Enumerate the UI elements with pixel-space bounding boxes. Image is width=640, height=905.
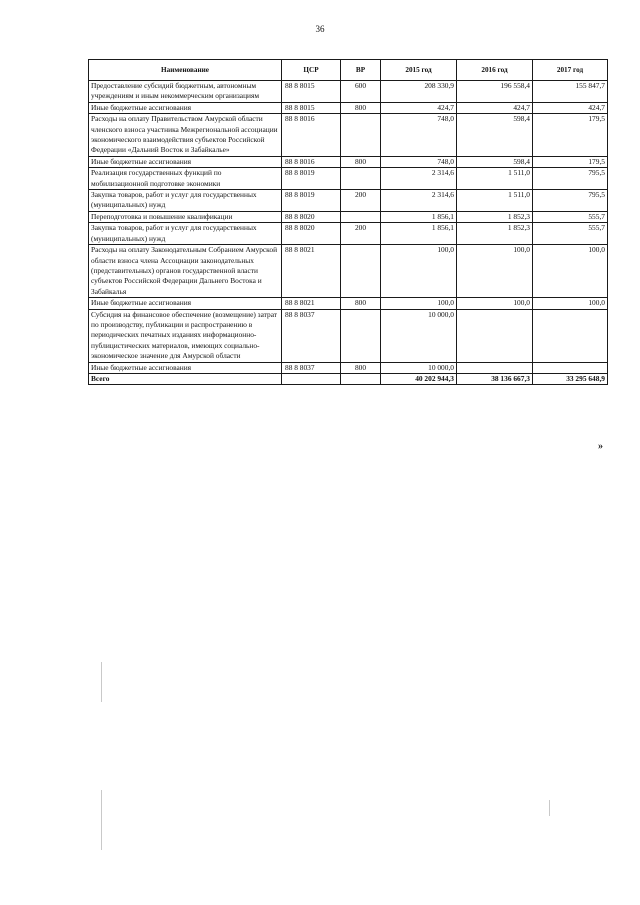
row-name: Закупка товаров, работ и услуг для государственных (муниципальных) нужд <box>89 223 282 245</box>
scan-artifact-line <box>101 662 102 702</box>
row-2017: 555,7 <box>533 211 608 222</box>
total-2015: 40 202 944,3 <box>381 373 457 384</box>
table-row <box>89 223 608 245</box>
row-2015: 748,0 <box>381 156 457 167</box>
row-2016: 598,4 <box>457 156 533 167</box>
closing-quote-mark: » <box>598 441 603 452</box>
table-row <box>89 168 608 190</box>
row-2017: 100,0 <box>533 245 608 298</box>
row-vr: 200 <box>341 190 381 212</box>
total-2017: 33 295 648,9 <box>533 373 608 384</box>
table-row <box>89 156 608 167</box>
table-row <box>89 114 608 157</box>
row-2016: 1 852,3 <box>457 211 533 222</box>
table-row <box>89 190 608 212</box>
row-vr <box>341 245 381 298</box>
row-2017: 179,5 <box>533 114 608 157</box>
table-row <box>89 362 608 373</box>
row-2016: 100,0 <box>457 298 533 309</box>
table-row <box>89 211 608 222</box>
row-name: Субсидия на финансовое обеспечение (возмещение) затрат по производству, публикации и распространению в периодических печатных изданиях информационно-публицистических материалов, имеющих социально-экономическое значение для Амурской области <box>89 309 282 362</box>
row-2017: 155 847,7 <box>533 81 608 103</box>
total-csr <box>282 373 341 384</box>
row-csr: 88 8 8037 <box>282 309 341 362</box>
row-2016: 1 511,0 <box>457 168 533 190</box>
row-2015: 208 330,9 <box>381 81 457 103</box>
row-2015: 100,0 <box>381 245 457 298</box>
header-name: Наименование <box>89 60 282 81</box>
row-vr: 200 <box>341 223 381 245</box>
row-2015: 748,0 <box>381 114 457 157</box>
row-name: Иные бюджетные ассигнования <box>89 362 282 373</box>
page-number: 36 <box>315 24 325 34</box>
row-vr: 600 <box>341 81 381 103</box>
total-2016: 38 136 667,3 <box>457 373 533 384</box>
row-2016 <box>457 309 533 362</box>
row-2017: 555,7 <box>533 223 608 245</box>
row-csr: 88 8 8019 <box>282 190 341 212</box>
row-2015: 2 314,6 <box>381 168 457 190</box>
row-2017 <box>533 362 608 373</box>
table-row <box>89 298 608 309</box>
header-2017: 2017 год <box>533 60 608 81</box>
table-row <box>89 309 608 362</box>
row-name: Расходы на оплату Законодательным Собранием Амурской области взноса члена Ассоциации законодательных (представительных) органов государственной власти субъектов Российской Федерации Дальнего Востока и Забайкалья <box>89 245 282 298</box>
row-2015: 424,7 <box>381 102 457 113</box>
row-name: Иные бюджетные ассигнования <box>89 102 282 113</box>
row-2015: 1 856,1 <box>381 211 457 222</box>
row-2015: 1 856,1 <box>381 223 457 245</box>
header-2016: 2016 год <box>457 60 533 81</box>
row-2015: 10 000,0 <box>381 309 457 362</box>
header-vr: ВР <box>341 60 381 81</box>
scan-artifact-line <box>101 790 102 850</box>
row-csr: 88 8 8019 <box>282 168 341 190</box>
row-vr: 800 <box>341 298 381 309</box>
row-csr: 88 8 8015 <box>282 81 341 103</box>
row-csr: 88 8 8016 <box>282 156 341 167</box>
row-vr <box>341 211 381 222</box>
row-vr <box>341 114 381 157</box>
row-2016: 598,4 <box>457 114 533 157</box>
row-vr: 800 <box>341 156 381 167</box>
row-csr: 88 8 8037 <box>282 362 341 373</box>
row-2016 <box>457 362 533 373</box>
row-vr <box>341 309 381 362</box>
row-name: Расходы на оплату Правительством Амурской области членского взноса участника Межрегиональной ассоциации экономического взаимодействия субъектов Российской Федерации «Дальний Восток и Забайкалье» <box>89 114 282 157</box>
budget-table <box>88 59 608 385</box>
header-csr: ЦСР <box>282 60 341 81</box>
row-2017: 795,5 <box>533 190 608 212</box>
row-2017: 100,0 <box>533 298 608 309</box>
row-2016: 424,7 <box>457 102 533 113</box>
row-vr: 800 <box>341 102 381 113</box>
row-2017: 424,7 <box>533 102 608 113</box>
row-csr: 88 8 8016 <box>282 114 341 157</box>
row-2016: 196 558,4 <box>457 81 533 103</box>
table-row <box>89 81 608 103</box>
total-label: Всего <box>89 373 282 384</box>
row-2016: 1 511,0 <box>457 190 533 212</box>
row-csr: 88 8 8020 <box>282 211 341 222</box>
total-vr <box>341 373 381 384</box>
row-2017: 795,5 <box>533 168 608 190</box>
row-vr: 800 <box>341 362 381 373</box>
row-name: Переподготовка и повышение квалификации <box>89 211 282 222</box>
header-2015: 2015 год <box>381 60 457 81</box>
row-csr: 88 8 8015 <box>282 102 341 113</box>
row-name: Реализация государственных функций по мобилизационной подготовке экономики <box>89 168 282 190</box>
row-2017: 179,5 <box>533 156 608 167</box>
table-row <box>89 245 608 298</box>
row-csr: 88 8 8020 <box>282 223 341 245</box>
table-row <box>89 102 608 113</box>
row-2015: 10 000,0 <box>381 362 457 373</box>
row-vr <box>341 168 381 190</box>
row-2015: 100,0 <box>381 298 457 309</box>
row-name: Предоставление субсидий бюджетным, автономным учреждениям и иным некоммерческим организациям <box>89 81 282 103</box>
row-2016: 100,0 <box>457 245 533 298</box>
total-row <box>89 373 608 384</box>
row-2016: 1 852,3 <box>457 223 533 245</box>
row-name: Иные бюджетные ассигнования <box>89 298 282 309</box>
row-name: Закупка товаров, работ и услуг для государственных (муниципальных) нужд <box>89 190 282 212</box>
scan-artifact-line <box>549 800 550 816</box>
row-2017 <box>533 309 608 362</box>
row-name: Иные бюджетные ассигнования <box>89 156 282 167</box>
table-header-row <box>89 60 608 81</box>
row-csr: 88 8 8021 <box>282 298 341 309</box>
row-csr: 88 8 8021 <box>282 245 341 298</box>
row-2015: 2 314,6 <box>381 190 457 212</box>
